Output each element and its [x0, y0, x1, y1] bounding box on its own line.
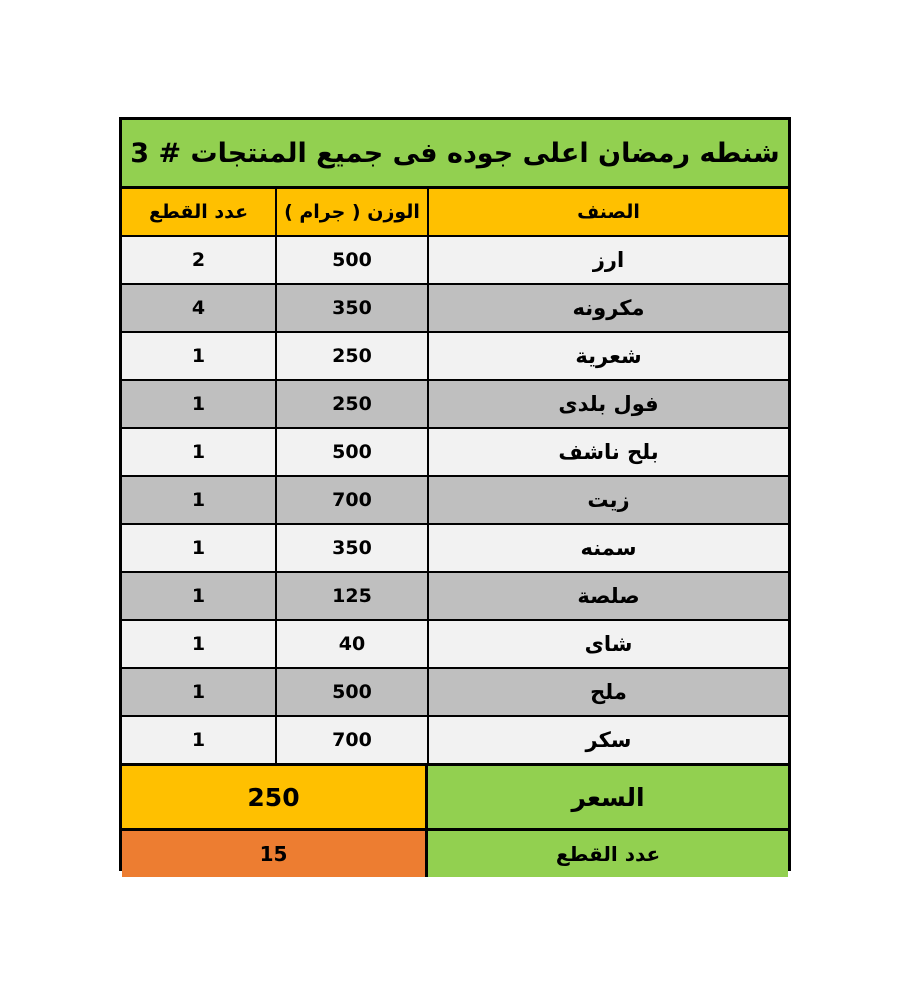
table-row — [122, 525, 788, 573]
cell-weight: 500 — [275, 429, 427, 475]
product-table — [119, 117, 791, 871]
table-row — [122, 285, 788, 333]
price-value: 250 — [122, 766, 425, 828]
header-count: عدد القطع — [148, 201, 249, 223]
table-row — [122, 381, 788, 429]
cell-count: 1 — [191, 633, 206, 655]
cell-item: شعرية — [427, 333, 788, 379]
title-row — [122, 120, 788, 189]
header-row — [122, 189, 788, 237]
price-row — [122, 765, 788, 831]
table-row — [122, 333, 788, 381]
cell-item: شاى — [427, 621, 788, 667]
cell-count: 2 — [191, 249, 206, 271]
cell-weight: 500 — [275, 669, 427, 715]
total-count-label: عدد القطع — [425, 831, 788, 877]
cell-item: صلصة — [427, 573, 788, 619]
cell-item: ملح — [427, 669, 788, 715]
cell-weight: 700 — [275, 477, 427, 523]
cell-weight: 350 — [275, 285, 427, 331]
cell-weight: 125 — [275, 573, 427, 619]
cell-count: 1 — [191, 729, 206, 751]
cell-weight: 250 — [275, 381, 427, 427]
total-count-row — [122, 831, 788, 877]
cell-item: مكرونه — [427, 285, 788, 331]
cell-weight: 250 — [275, 333, 427, 379]
header-item: الصنف — [427, 189, 788, 235]
price-label: السعر — [425, 766, 788, 828]
cell-item: سمنه — [427, 525, 788, 571]
cell-count: 1 — [191, 681, 206, 703]
cell-item: فول بلدى — [427, 381, 788, 427]
cell-item: زيت — [427, 477, 788, 523]
cell-count: 1 — [191, 345, 206, 367]
cell-weight: 500 — [275, 237, 427, 283]
cell-count: 1 — [191, 537, 206, 559]
cell-item: سكر — [427, 717, 788, 763]
cell-item: ارز — [427, 237, 788, 283]
table-title: شنطه رمضان اعلى جوده فى جميع المنتجات # 3 — [130, 137, 780, 169]
total-count-value: 15 — [122, 831, 425, 877]
table-row — [122, 669, 788, 717]
table-row — [122, 621, 788, 669]
cell-count: 1 — [191, 441, 206, 463]
cell-count: 4 — [191, 297, 206, 319]
table-row — [122, 429, 788, 477]
header-weight: الوزن ( جرام ) — [275, 189, 427, 235]
cell-weight: 40 — [275, 621, 427, 667]
table-row — [122, 573, 788, 621]
cell-count: 1 — [191, 393, 206, 415]
cell-count: 1 — [191, 489, 206, 511]
cell-weight: 350 — [275, 525, 427, 571]
cell-weight: 700 — [275, 717, 427, 763]
table-row — [122, 477, 788, 525]
table-row — [122, 717, 788, 765]
cell-count: 1 — [191, 585, 206, 607]
table-row — [122, 237, 788, 285]
cell-item: بلح ناشف — [427, 429, 788, 475]
